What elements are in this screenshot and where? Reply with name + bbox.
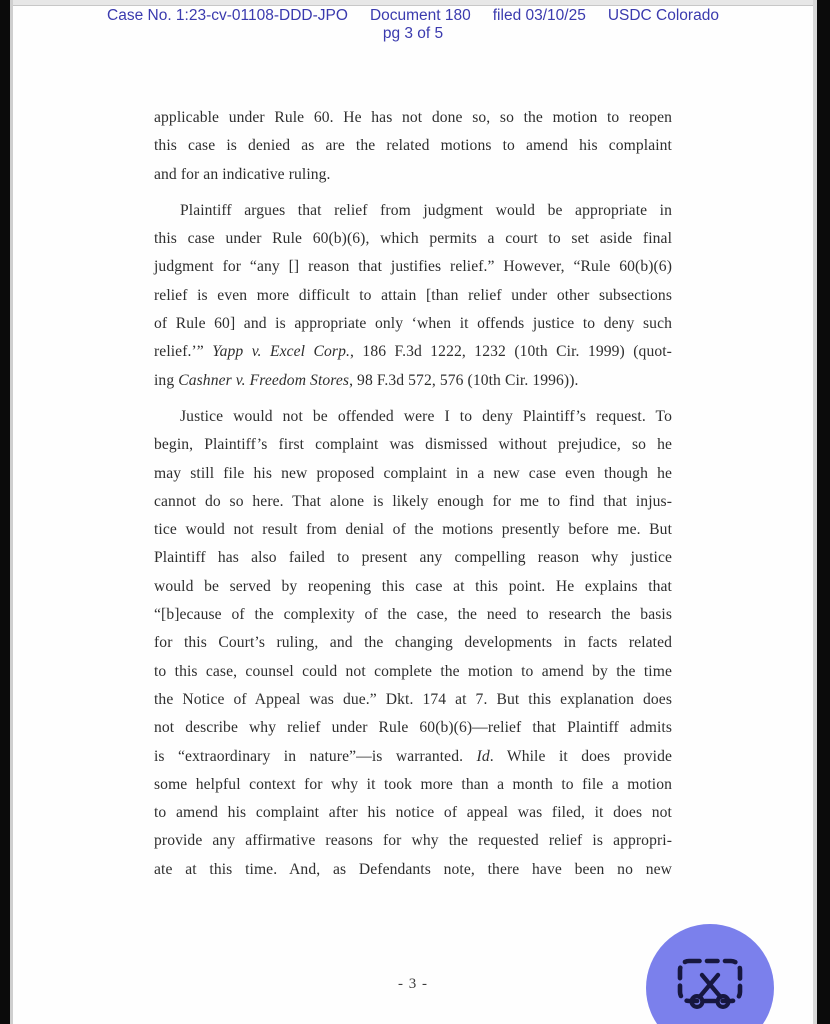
text-line: ing Cashner v. Freedom Stores, 98 F.3d 572, 576 (10th Cir. 1996)). — [154, 371, 579, 389]
court-name: USDC Colorado — [607, 7, 719, 24]
text-line: and for an indicative ruling. — [154, 165, 331, 183]
text-line: to this case, counsel could not complete the motion to amend by the time — [154, 662, 672, 680]
text-line: Justice would not be offended were I to deny Plaintiff’s request. To — [180, 407, 672, 425]
text-line: for this Court’s ruling, and the changing developments in facts related — [154, 634, 672, 652]
text-line: provide any affirmative reasons for why the requested relief is appropri- — [154, 832, 672, 850]
paragraph — [154, 104, 672, 189]
citation-italic: Cashner v. Freedom Stores — [178, 371, 350, 389]
text-line: this case is denied as are the related motions to amend his complaint — [154, 137, 672, 155]
text-line: the Notice of Appeal was due.” Dkt. 174 at 7. But this explanation does — [154, 690, 672, 708]
left-black-bar — [0, 0, 10, 1024]
text-line: not describe why relief under Rule 60(b)(6)—relief that Plaintiff admits — [154, 719, 672, 737]
text-line: this case under Rule 60(b)(6), which permits a court to set aside final — [154, 230, 672, 248]
filed-date: filed 03/10/25 — [492, 7, 586, 24]
filing-stamp-header — [13, 7, 813, 42]
text-line: Plaintiff has also failed to present any compelling reason why justice — [154, 549, 672, 567]
text-line: cannot do so here. That alone is likely enough for me to find that injus- — [154, 492, 672, 510]
text-line: ate at this time. And, as Defendants note, there have been no new — [154, 860, 672, 878]
top-strip — [13, 0, 813, 6]
case-number: Case No. 1:23-cv-01108-DDD-JPO — [107, 7, 348, 24]
right-black-bar — [817, 0, 830, 1024]
text-line: may still file his new proposed complaint in a new case even though he — [154, 464, 672, 482]
citation-italic: Id — [476, 747, 490, 765]
text-line: tice would not result from denial of the motions presently before me. But — [154, 521, 672, 539]
text-line: applicable under Rule 60. He has not done so, so the motion to reopen — [154, 109, 672, 126]
citation-italic: Yapp v. Excel Corp. — [212, 343, 350, 361]
page-info: pg 3 of 5 — [382, 25, 444, 42]
document-body — [154, 104, 672, 892]
text-line: relief is even more difficult to attain [than relief under other subsections — [154, 286, 672, 304]
page-number: - 3 - — [398, 976, 428, 992]
text-line: “[b]ecause of the complexity of the case, the need to research the basis — [154, 606, 672, 624]
text-line: relief.’” Yapp v. Excel Corp., 186 F.3d 1222, 1232 (10th Cir. 1999) (quot- — [154, 343, 672, 361]
text-line: would be served by reopening this case at this point. He explains that — [154, 577, 672, 595]
stamp-line-1 — [13, 7, 813, 24]
text-line: of Rule 60] and is appropriate only ‘when it offends justice to deny such — [154, 315, 672, 333]
paragraph — [154, 197, 672, 395]
text-line: some helpful context for why it took more than a month to file a motion — [154, 775, 672, 793]
pdf-page — [10, 0, 817, 1024]
paragraph — [154, 403, 672, 884]
text-line: judgment for “any [] reason that justifies relief.” However, “Rule 60(b)(6) — [154, 258, 672, 276]
text-line: is “extraordinary in nature”—is warranted. Id. While it does provide — [154, 747, 672, 765]
scissors-crop-icon — [675, 956, 745, 1014]
text-line: to amend his complaint after his notice of appeal was filed, it does not — [154, 804, 672, 822]
text-line: Plaintiff argues that relief from judgment would be appropriate in — [180, 201, 672, 219]
document-number: Document 180 — [369, 7, 471, 24]
text-line: begin, Plaintiff’s first complaint was dismissed without prejudice, so he — [154, 436, 672, 454]
